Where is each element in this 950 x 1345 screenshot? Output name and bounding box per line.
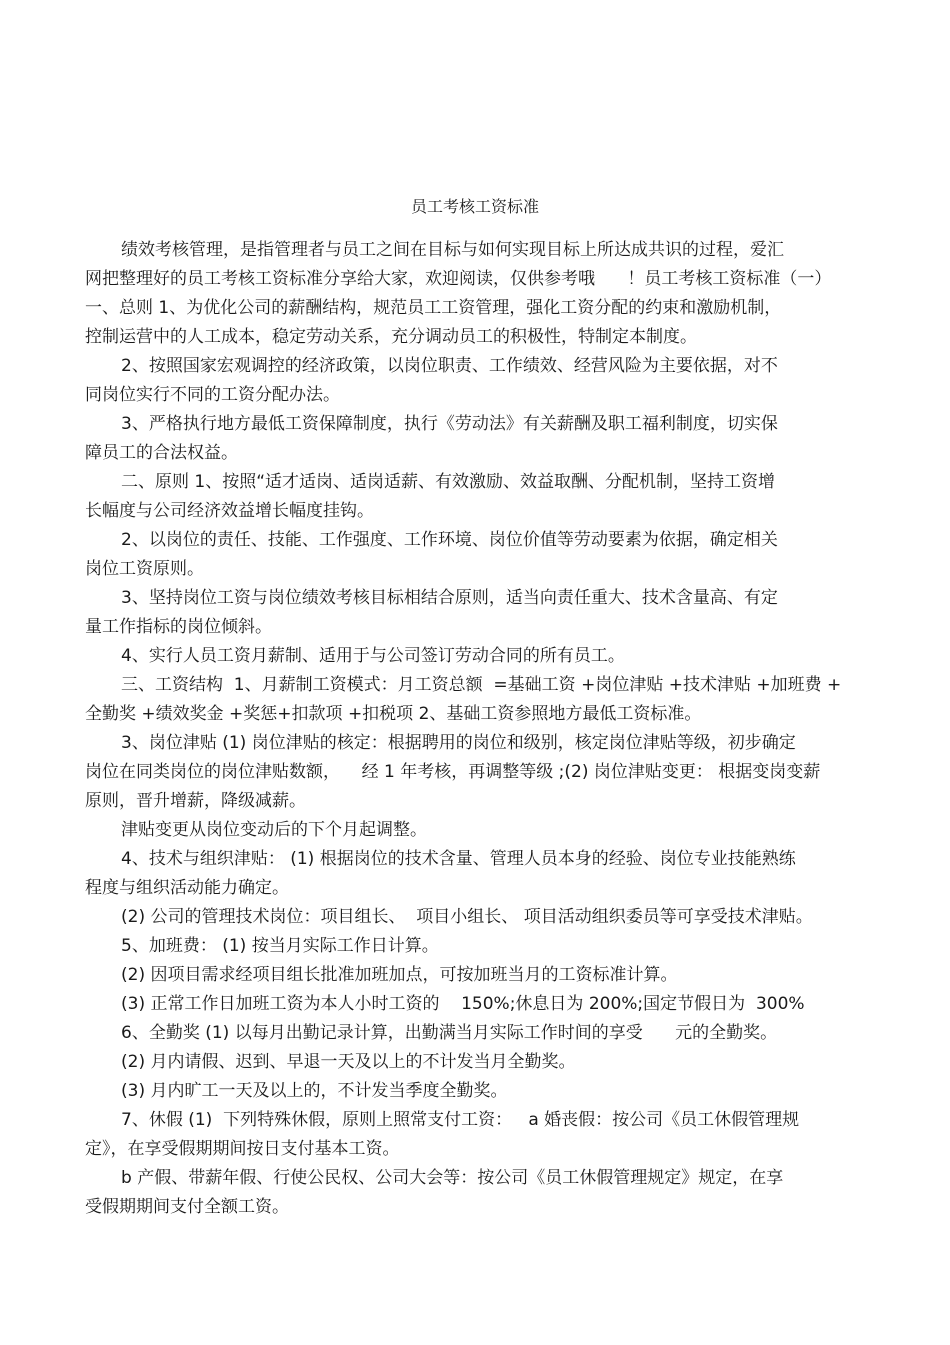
paragraph-line: 长幅度与公司经济效益增长幅度挂钩。 — [85, 501, 374, 521]
paragraph-line: 7、休假 (1) 下列特殊休假，原则上照常支付工资： a 婚丧假：按公司《员工休假管理规 — [121, 1110, 800, 1130]
paragraph-line: 定》，在享受假期期间按日支付基本工资。 — [85, 1139, 400, 1159]
paragraph-line: 受假期期间支付全额工资。 — [85, 1197, 289, 1217]
paragraph-line: 同岗位实行不同的工资分配办法。 — [85, 385, 340, 405]
paragraph-line: (2) 月内请假、迟到、早退一天及以上的不计发当月全勤奖。 — [121, 1052, 576, 1072]
paragraph-line: 3、严格执行地方最低工资保障制度，执行《劳动法》有关薪酬及职工福利制度，切实保 — [121, 414, 778, 434]
paragraph-line: 2、以岗位的责任、技能、工作强度、工作环境、岗位价值等劳动要素为依据，确定相关 — [121, 530, 778, 550]
paragraph-line: 绩效考核管理，是指管理者与员工之间在目标与如何实现目标上所达成共识的过程，爱汇 — [121, 240, 784, 260]
paragraph-line: 二、原则 1、按照“适才适岗、适岗适薪、有效激励、效益取酬、分配机制，坚持工资增 — [121, 472, 776, 492]
paragraph-line: (2) 因项目需求经项目组长批准加班加点，可按加班当月的工资标准计算。 — [121, 965, 678, 985]
paragraph-line: 量工作指标的岗位倾斜。 — [85, 617, 272, 637]
paragraph-line: 4、技术与组织津贴： (1) 根据岗位的技术含量、管理人员本身的经验、岗位专业技能熟练 — [121, 849, 796, 869]
paragraph-line: (3) 月内旷工一天及以上的，不计发当季度全勤奖。 — [121, 1081, 508, 1101]
paragraph-line: 控制运营中的人工成本，稳定劳动关系，充分调动员工的积极性，特制定本制度。 — [85, 327, 697, 347]
paragraph-line: 6、全勤奖 (1) 以每月出勤记录计算，出勤满当月实际工作时间的享受 元的全勤奖。 — [121, 1023, 778, 1043]
paragraph-line: 网把整理好的员工考核工资标准分享给大家，欢迎阅读，仅供参考哦 ！员工考核工资标准（一） — [85, 269, 832, 289]
paragraph-line: 一、总则 1、为优化公司的薪酬结构，规范员工工资管理，强化工资分配的约束和激励机制， — [85, 298, 782, 318]
paragraph-line: 原则，晋升增薪，降级减薪。 — [85, 791, 306, 811]
paragraph-line: 3、坚持岗位工资与岗位绩效考核目标相结合原则，适当向责任重大、技术含量高、有定 — [121, 588, 778, 608]
paragraph-line: 岗位在同类岗位的岗位津贴数额， 经 1 年考核，再调整等级 ;(2) 岗位津贴变更： 根据变岗变薪 — [85, 762, 821, 782]
paragraph-line: b 产假、带薪年假、行使公民权、公司大会等：按公司《员工休假管理规定》规定，在享 — [121, 1168, 784, 1188]
paragraph-line: 三、工资结构 1、月薪制工资模式：月工资总额 =基础工资 +岗位津贴 +技术津贴 +加班费 + — [121, 675, 842, 695]
paragraph-line: (2) 公司的管理技术岗位：项目组长、 项目小组长、 项目活动组织委员等可享受技术津贴。 — [121, 907, 813, 927]
paragraph-line: 4、实行人员工资月薪制、适用于与公司签订劳动合同的所有员工。 — [121, 646, 625, 666]
paragraph-line: 全勤奖 +绩效奖金 +奖惩+扣款项 +扣税项 2、基础工资参照地方最低工资标准。 — [85, 704, 702, 724]
paragraph-line: 3、岗位津贴 (1) 岗位津贴的核定：根据聘用的岗位和级别，核定岗位津贴等级，初步确定 — [121, 733, 796, 753]
document-title: 员工考核工资标准 — [410, 197, 539, 216]
paragraph-line: 2、按照国家宏观调控的经济政策，以岗位职责、工作绩效、经营风险为主要依据，对不 — [121, 356, 778, 376]
paragraph-line: (3) 正常工作日加班工资为本人小时工资的 150%;休息日为 200%;国定节假日为 300% — [121, 994, 805, 1014]
paragraph-line: 5、加班费： (1) 按当月实际工作日计算。 — [121, 936, 439, 956]
paragraph-line: 障员工的合法权益。 — [85, 443, 238, 463]
paragraph-line: 津贴变更从岗位变动后的下个月起调整。 — [121, 820, 427, 840]
paragraph-line: 岗位工资原则。 — [85, 559, 204, 579]
paragraph-line: 程度与组织活动能力确定。 — [85, 878, 289, 898]
